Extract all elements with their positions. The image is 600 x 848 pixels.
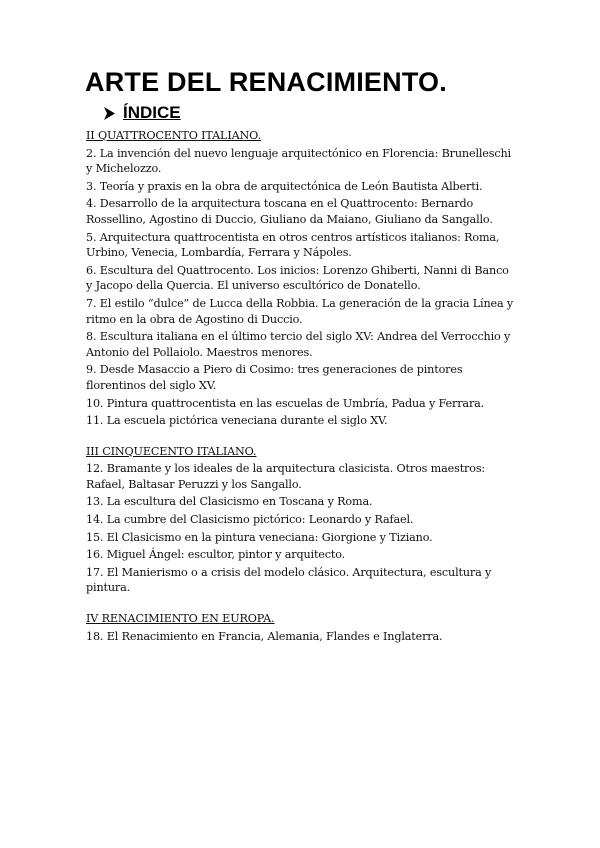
list-item: 13. La escultura del Clasicismo en Toscana y Roma.: [86, 495, 373, 509]
list-item: 5. Arquitectura quattrocentista en otros centros artísticos italianos: Roma, Urbino, Venecia, Lombardía, Ferrara y Nápoles.: [86, 230, 500, 260]
list-item: 7. El estilo “dulce” de Lucca della Robbia. La generación de la gracia Línea y ritmo en la obra de Agostino di Duccio.: [86, 296, 514, 326]
section-title: II QUATTROCENTO ITALIANO.: [86, 129, 261, 142]
section-title: IV RENACIMIENTO EN EUROPA.: [86, 612, 275, 626]
list-item: 10. Pintura quattrocentista en las escuelas de Umbría, Padua y Ferrara.: [86, 396, 485, 410]
list-item: 11. La escuela pictórica veneciana durante el siglo XV.: [86, 414, 388, 428]
list-item: 6. Escultura del Quattrocento. Los inicios: Lorenzo Ghiberti, Nanni di Banco y Jacopo della Quercia. El universo escultórico de Donatello.: [86, 263, 509, 293]
index-heading: [102, 103, 181, 123]
arrow-bullet-icon: [102, 106, 117, 121]
list-item: 9. Desde Masaccio a Piero di Cosimo: tres generaciones de pintores florentinos del siglo XV.: [86, 363, 463, 392]
section-cinquecento: [86, 444, 516, 596]
index-content: [86, 128, 516, 644]
list-item: 17. El Manierismo o a crisis del modelo clásico. Arquitectura, escultura y pintura.: [86, 565, 492, 595]
list-item: 4. Desarrollo de la arquitectura toscana en el Quattrocento: Bernardo Rossellino, Agostino di Duccio, Giuliano da Maiano, Giuliano da Sangallo.: [86, 197, 493, 226]
list-item: 16. Miguel Ángel: escultor, pintor y arquitecto.: [86, 548, 346, 562]
list-item: 18. El Renacimiento en Francia, Alemania, Flandes e Inglaterra.: [86, 629, 443, 643]
list-item: 12. Bramante y los ideales de la arquitectura clasicista. Otros maestros: Rafael, Baltasar Peruzzi y los Sangallo.: [86, 462, 486, 491]
section-title: III CINQUECENTO ITALIANO.: [86, 444, 257, 458]
list-item: 14. La cumbre del Clasicismo pictórico: Leonardo y Rafael.: [86, 513, 414, 527]
section-quattrocento: [86, 128, 516, 429]
list-item: 3. Teoría y praxis en la obra de arquitectónica de León Bautista Alberti.: [86, 179, 483, 193]
list-item: 15. El Clasicismo en la pintura veneciana: Giorgione y Tiziano.: [86, 530, 433, 544]
section-europa: [86, 611, 516, 644]
list-item: 8. Escultura italiana en el último tercio del siglo XV: Andrea del Verrocchio y Antonio del Pollaiolo. Maestros menores.: [86, 330, 511, 359]
document-title: ARTE DEL RENACIMIENTO.: [85, 67, 447, 97]
index-label: ÍNDICE: [123, 103, 181, 122]
list-item: 2. La invención del nuevo lenguaje arquitectónico en Florencia: Brunelleschi y Michelozzo.: [86, 146, 511, 176]
